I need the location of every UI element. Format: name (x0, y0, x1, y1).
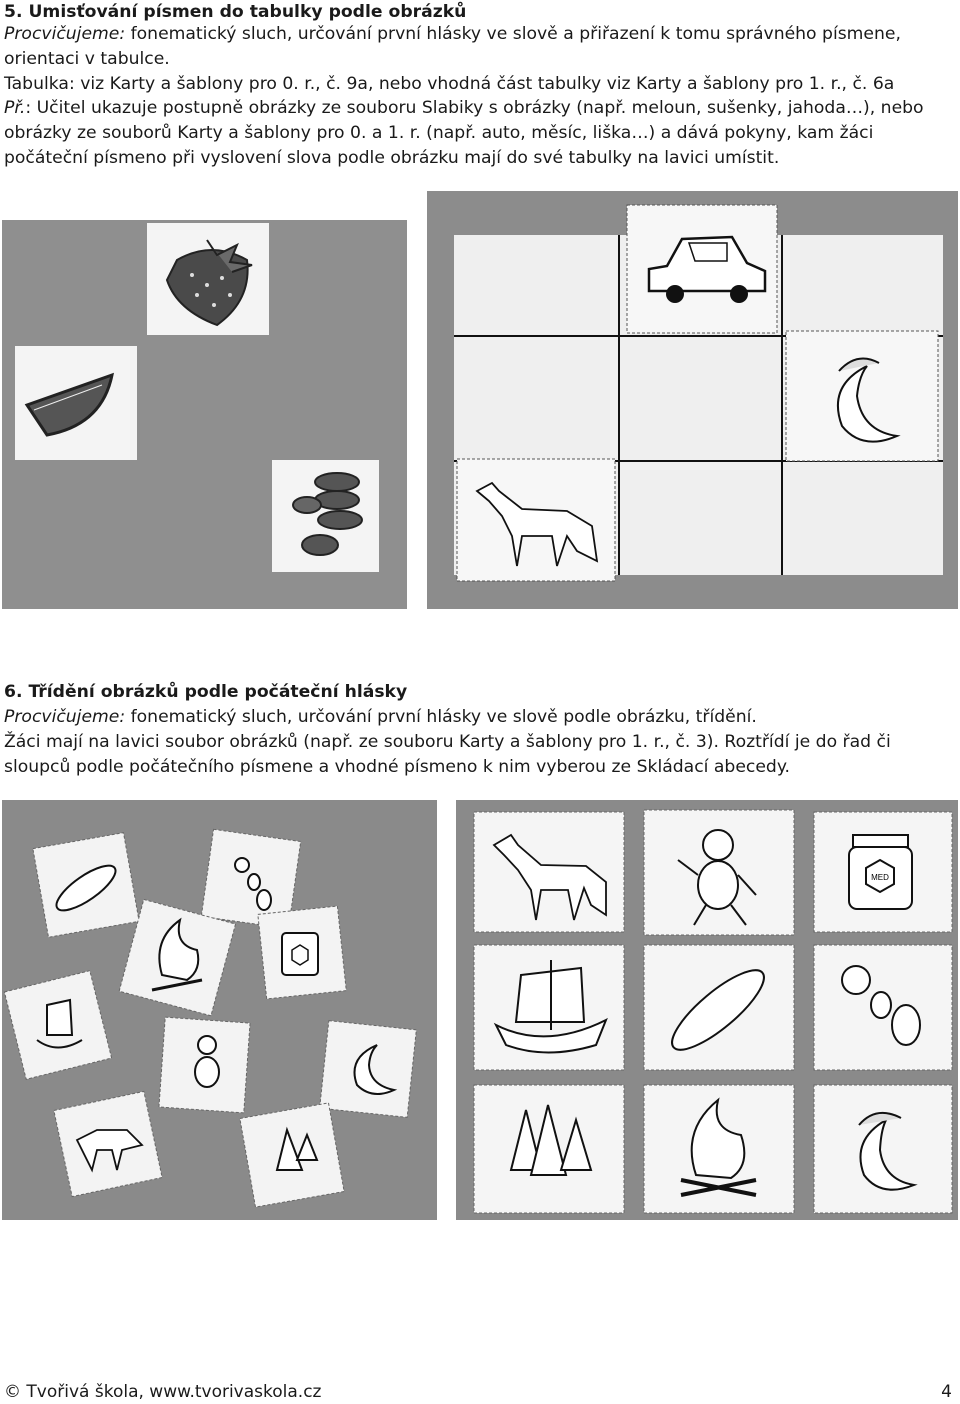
jar-label: MED (871, 873, 889, 882)
section6-body: Žáci mají na lavici soubor obrázků (např. ze souboru Karty a šablony pro 1. r., č. 3). Roztřídí je do řad či sloupců podle počátečního písmene a vhodné písmeno k nim vyberou ze Skládací abecedy. (4, 732, 891, 777)
jar-card-sorted (814, 812, 952, 932)
photo-scattered-cards (2, 800, 437, 1220)
monkey-card-small (159, 1017, 250, 1113)
page-number: 4 (941, 1382, 952, 1402)
monkey-card-sorted (644, 810, 794, 935)
cucumber-card-small (33, 833, 139, 938)
jar-card-small (258, 906, 346, 999)
section6-practice (4, 705, 954, 730)
fox-card (457, 459, 615, 581)
section5-table-text: Tabulka: viz Karty a šablony pro 0. r., č. 9a, nebo vhodná část tabulky viz Karty a šablony pro 1. r., č. 6a (4, 74, 895, 94)
cucumber-card-sorted (644, 945, 794, 1070)
footer-copyright: © Tvořivá škola, www.tvorivaskola.cz (4, 1382, 322, 1402)
section6-practice-text: fonematický sluch, určování první hlásky ve slově podle obrázku, třídění. (125, 707, 757, 727)
section5-practice-text: fonematický sluch, určování první hlásky ve slově a přiřazení k tomu správného písmene, orientaci v tabulce. (4, 24, 901, 69)
moon-card-sorted (814, 1085, 952, 1213)
cookies-card (272, 460, 379, 572)
section5-heading: 5. Umisťování písmen do tabulky podle obrázků (4, 2, 467, 22)
trees-card-small (240, 1103, 344, 1207)
section6-practice-label: Procvičujeme: (4, 707, 126, 727)
section6-heading: 6. Třídění obrázků podle počáteční hlásky (4, 682, 408, 702)
section5-practice (4, 22, 954, 72)
photo-letter-grid (427, 191, 958, 609)
boat-card-sorted (474, 945, 624, 1070)
moon-card (786, 331, 938, 461)
fire-card-sorted (644, 1085, 794, 1213)
section5-practice-label: Procvičujeme: (4, 24, 126, 44)
section5-example-label: Př. (4, 98, 26, 118)
trees-card-sorted (474, 1085, 624, 1213)
car-card (627, 205, 777, 333)
watermelon-card (15, 346, 137, 460)
section5-example-text: : Učitel ukazuje postupně obrázky ze souboru Slabiky s obrázky (např. meloun, sušenky, jahoda…), nebo obrázky ze souborů Karty a šablony pro 0. a 1. r. (např. auto, měsíc, liška…) a dává pokyny, kam žáci počáteční písmeno při vyslovení slova podle obrázku mají do své tabulky na lavici umístit. (4, 98, 924, 168)
strawberry-card (147, 223, 269, 335)
moon-card-small (320, 1021, 417, 1118)
fox-card-small (54, 1091, 162, 1196)
photo-fruit-cards (2, 220, 407, 609)
photo-sorted-cards (456, 800, 958, 1220)
fox-card-sorted (474, 812, 624, 932)
section5-example (4, 96, 954, 171)
ant-card-sorted (814, 945, 952, 1070)
